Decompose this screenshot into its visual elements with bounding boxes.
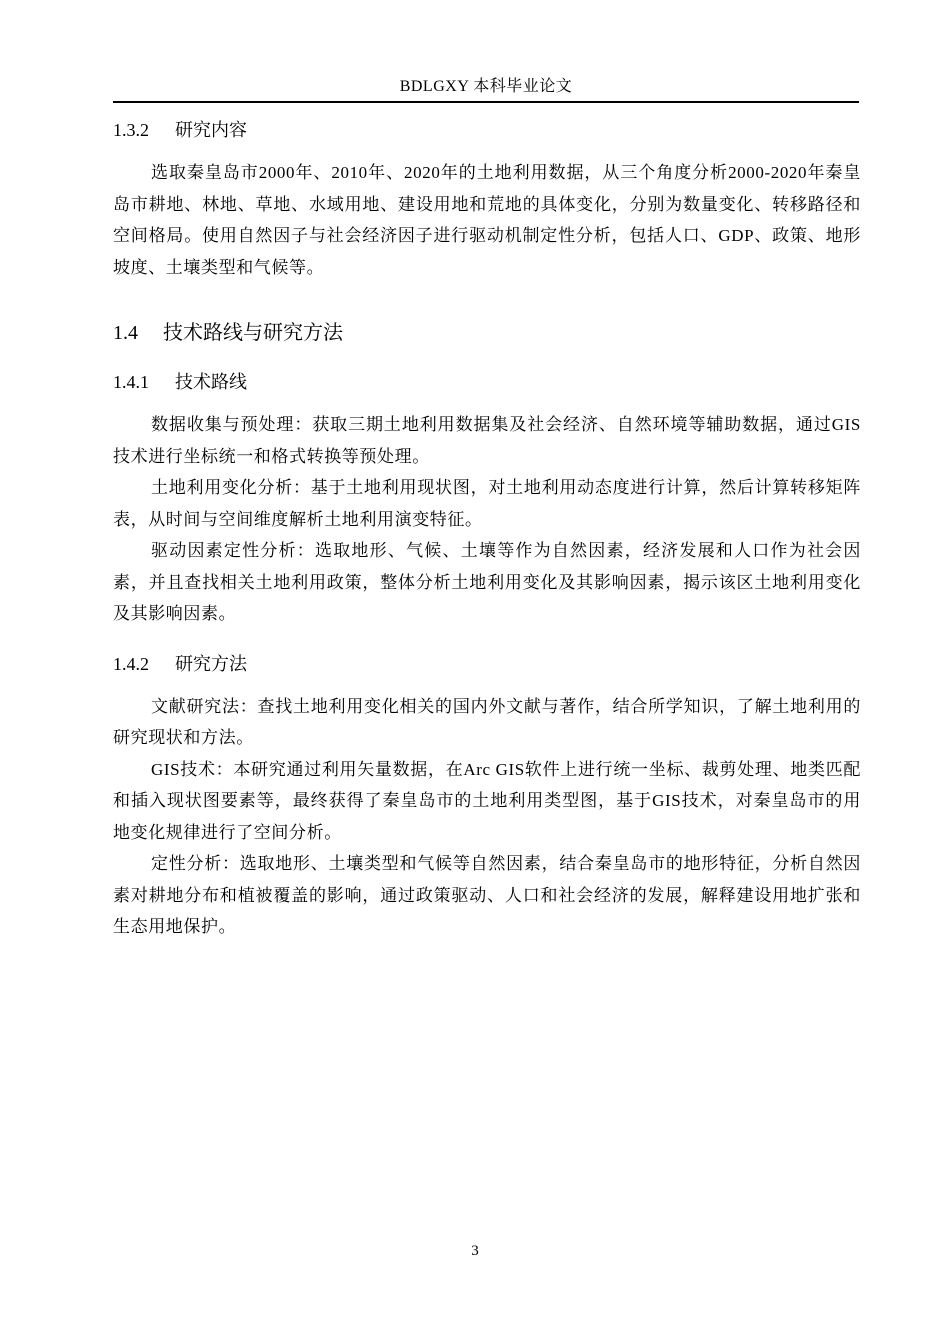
section-title: 技术路线 — [175, 372, 247, 393]
section-body-1-4-2 — [113, 691, 861, 943]
paragraph: 选取秦皇岛市2000年、2010年、2020年的土地利用数据，从三个角度分析2000-2020年秦皇岛市耕地、林地、草地、水域用地、建设用地和荒地的具体变化，分别为数量变化、转移路径和空间格局。使用自然因子与社会经济因子进行驱动机制定性分析，包括人口、GDP、政策、地形坡度、土壤类型和气候等。 — [113, 163, 861, 277]
paragraph: 定性分析：选取地形、土壤类型和气候等自然因素，结合秦皇岛市的地形特征，分析自然因素对耕地分布和植被覆盖的影响，通过政策驱动、人口和社会经济的发展，解释建设用地扩张和生态用地保护。 — [113, 854, 861, 936]
section-number: 1.4.1 — [113, 372, 149, 392]
section-heading-1-4-2 — [113, 650, 861, 679]
section-number: 1.3.2 — [113, 120, 149, 140]
section-title: 研究方法 — [175, 653, 247, 675]
section-heading-1-4-1 — [113, 368, 861, 397]
section-heading-1-4 — [113, 317, 861, 348]
paragraph: GIS技术：本研究通过利用矢量数据，在Arc GIS软件上进行统一坐标、裁剪处理、地类匹配和插入现状图要素等，最终获得了秦皇岛市的土地利用类型图，基于GIS技术，对秦皇岛市的用地变化规律进行了空间分析。 — [113, 759, 861, 842]
section-number: 1.4.2 — [113, 653, 149, 674]
paragraph: 文献研究法：查找土地利用变化相关的国内外文献与著作，结合所学知识，了解土地利用的研究现状和方法。 — [113, 696, 861, 747]
page-number: 3 — [471, 1243, 479, 1259]
section-number: 1.4 — [113, 322, 138, 344]
page-header: BDLGXY 本科毕业论文 — [113, 76, 859, 103]
section-body-1-3-2 — [113, 157, 861, 283]
paragraph: 数据收集与预处理：获取三期土地利用数据集及社会经济、自然环境等辅助数据，通过GIS技术进行坐标统一和格式转换等预处理。 — [113, 415, 861, 466]
paragraph: 驱动因素定性分析：选取地形、气候、土壤等作为自然因素，经济发展和人口作为社会因素，并且查找相关土地利用政策，整体分析土地利用变化及其影响因素，揭示该区土地利用变化及其影响因素。 — [113, 541, 861, 623]
section-title: 技术路线与研究方法 — [163, 320, 343, 344]
section-heading-1-3-2 — [113, 116, 861, 145]
document-body — [113, 110, 861, 943]
section-body-1-4-1 — [113, 409, 861, 630]
section-title: 研究内容 — [175, 120, 247, 141]
paragraph: 土地利用变化分析：基于土地利用现状图，对土地利用动态度进行计算，然后计算转移矩阵表，从时间与空间维度解析土地利用演变特征。 — [113, 478, 861, 529]
